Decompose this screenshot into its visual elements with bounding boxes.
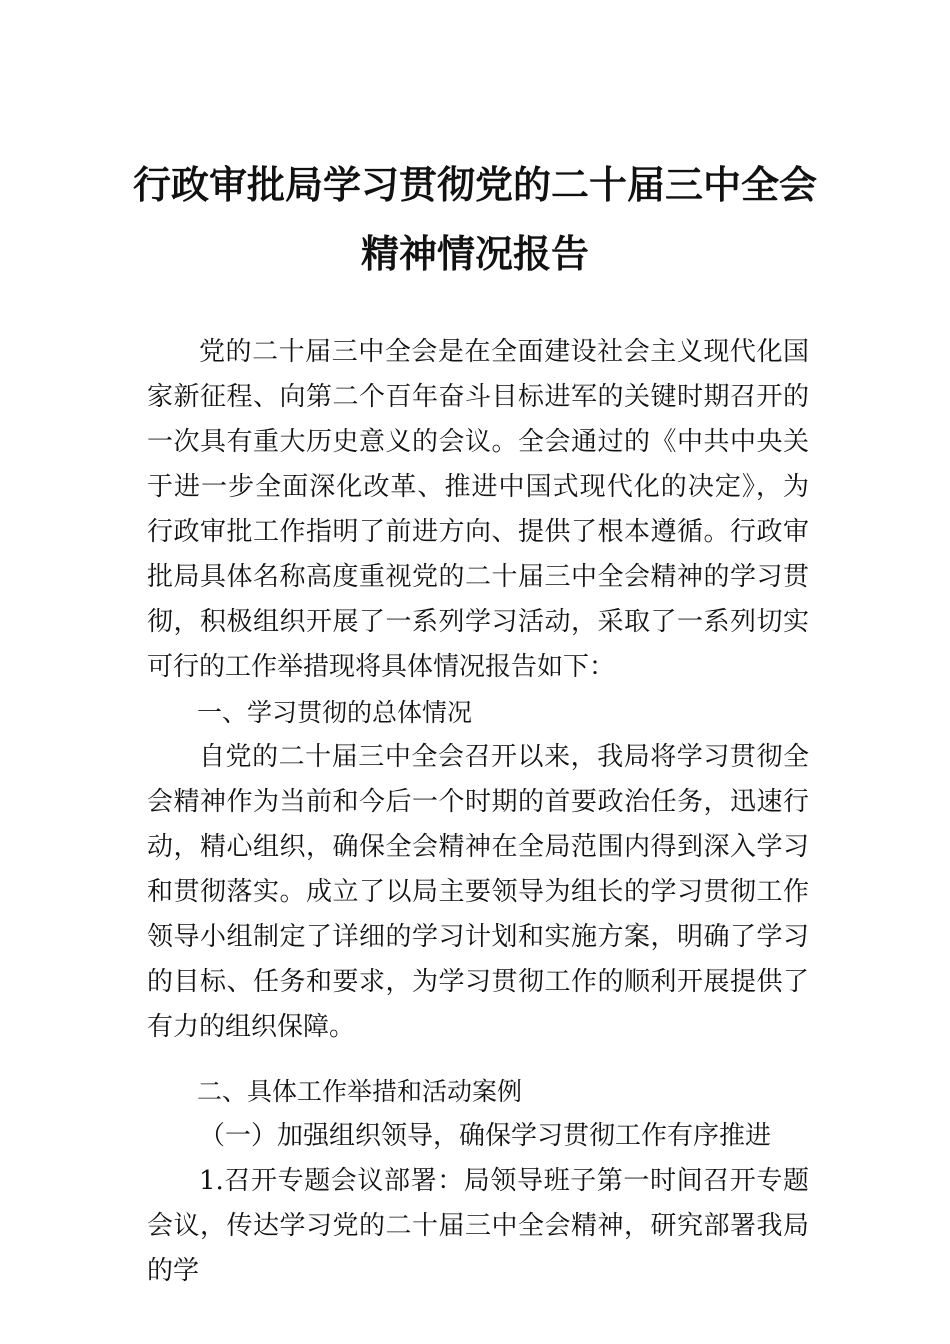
section-2-heading: 二、具体工作举措和活动案例	[197, 1077, 523, 1106]
paragraph-spacer	[147, 1050, 809, 1069]
subsection-1-heading: （一）加强组织领导，确保学习贯彻工作有序推进	[199, 1121, 772, 1151]
section-1-paragraph: 自党的二十届三中全会召开以来，我局将学习贯彻全会精神作为当前和今后一个时期的首要政治任务，迅速行动，精心组织，确保全会精神在全局范围内得到深入学习和贯彻落实。成立了以局主要领导为组长的学习贯彻工作领导小组制定了详细的学习计划和实施方案，明确了学习的目标、任务和要求，为学习贯彻工作的顺利开展提供了有力的组织保障。	[147, 742, 809, 1042]
item-1-paragraph: 1.召开专题会议部署：局领导班子第一时间召开专题会议，传达学习党的二十届三中全会精神，研究部署我局的学	[147, 1166, 809, 1286]
section-1-heading: 一、学习贯彻的总体情况	[197, 698, 473, 727]
document-title-line-2: 精神情况报告	[360, 231, 589, 276]
document-body	[147, 330, 809, 1294]
intro-paragraph: 党的二十届三中全会是在全面建设社会主义现代化国家新征程、向第二个百年奋斗目标进军的关键时期召开的一次具有重大历史意义的会议。全会通过的《中共中央关于进一步全面深化改革、推进中国式现代化的决定》，为行政审批工作指明了前进方向、提供了根本遵循。行政审批局具体名称高度重视党的二十届三中全会精神的学习贯彻，积极组织开展了一系列学习活动，采取了一系列切实可行的工作举措现将具体情况报告如下：	[147, 337, 809, 682]
document-title-line-1: 行政审批局学习贯彻党的二十届三中全会	[132, 162, 817, 207]
